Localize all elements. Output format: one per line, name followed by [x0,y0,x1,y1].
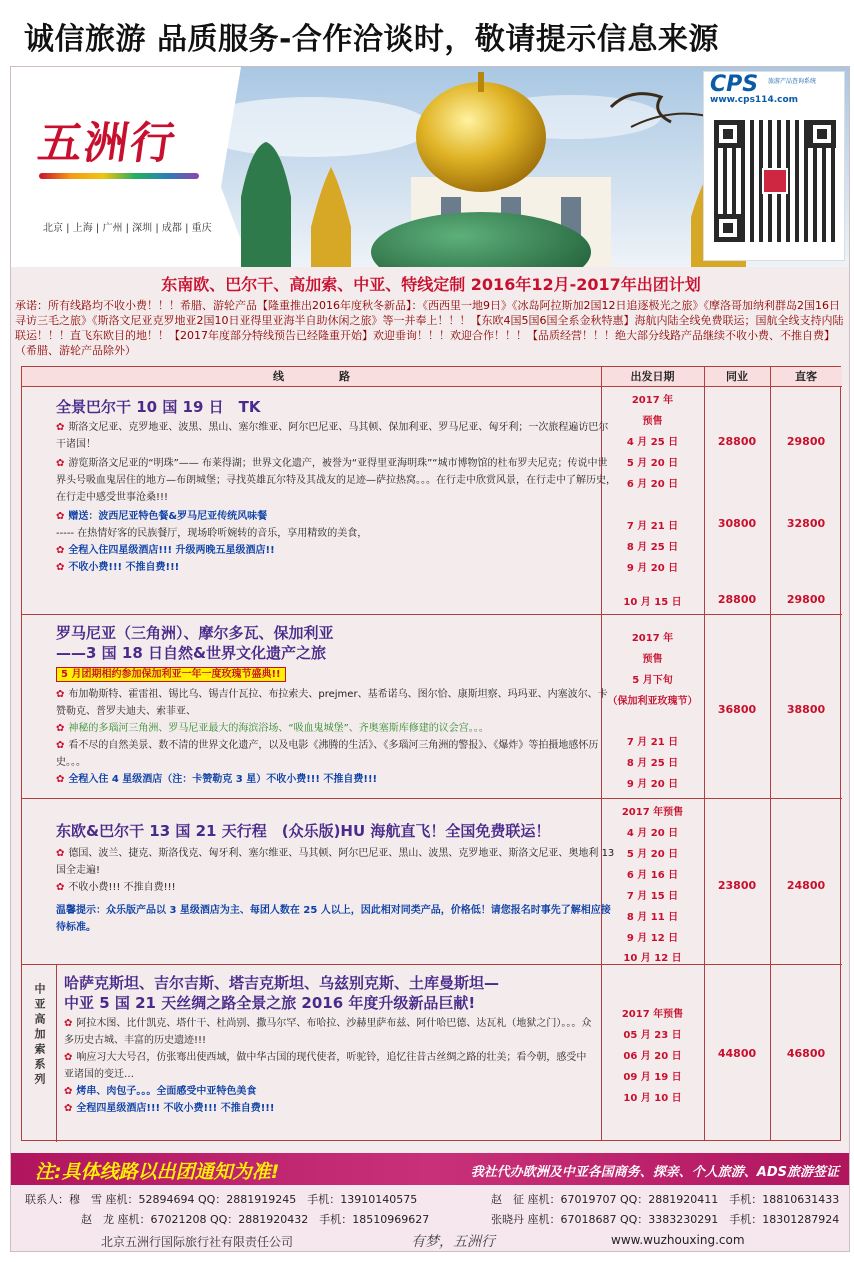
flower-icon: ✿ [56,422,65,433]
table-row[interactable] [22,965,842,1142]
date-text: 4 月 20 日 [626,828,679,839]
direct-price: 46800 [786,1047,826,1060]
qr-code-icon[interactable] [714,120,836,242]
header-date: 出发日期 [601,367,704,387]
contact-line: 赵 龙 座机：67021208 QQ：2881920432 手机：18510969627 [81,1213,430,1226]
date-text: （保加利亚玫瑰节） [607,696,698,707]
date-text: 预售 [642,654,663,665]
date-text: 7 月 21 日 [626,737,679,748]
flower-icon: ✿ [56,774,65,785]
date-text: 8 月 25 日 [626,542,679,553]
highlight-badge: 5 月团期相约参加保加利亚一年一度玫瑰节盛典!! [56,667,286,682]
peer-price: 28800 [717,435,757,448]
warm-tip: 温馨提示：众乐版产品以 3 星级酒店为主、每团人数在 25 人以上，因此相对同类产品，价格低！请您报名时事先了解相应接待标准。 [56,905,611,933]
date-text: 2017 年预售 [621,1009,684,1020]
route-line: 阿拉木图、比什凯克、塔什干、杜尚别、撒马尔罕、布哈拉、沙赫里萨布兹、阿什哈巴德、达瓦札（地狱之门）。。。众多历史古城、丰富的历史遗迹!!! [64,1018,592,1046]
cps-subtitle: 旅游产品查询系统 [768,78,817,85]
footer-note: 注:具体线路以出团通知为准! [35,1161,280,1183]
route-line: 游览斯洛文尼亚的“明珠”—— 布莱得湖；世界文化遗产，被誉为“亚得里亚海明珠”“城市博物馆的杜布罗夫尼克；传说中世界头号吸血鬼居住的地方—布朗城堡；寻找英雄瓦尔特及其战友的足迹—萨拉热窝。。。在行走中欣赏风景，在行走中了解历史，在行走中感受世事沧桑!!! [56,458,616,503]
date-text: 7 月 15 日 [626,891,679,902]
date-text: 8 月 25 日 [626,758,679,769]
route-line: 全程四星级酒店!!! 不收小费!!! 不推自费!!! [76,1103,275,1114]
direct-price: 29800 [786,593,826,606]
flower-icon: ✿ [56,545,65,556]
route-line: 烤串、肉包子。。。全面感受中亚特色美食 [76,1086,257,1097]
date-text: 6 月 20 日 [626,479,679,490]
direct-price: 29800 [786,435,826,448]
contact-line: 张晓丹 座机：67018687 QQ：3383230291 手机：18301287924 [491,1213,840,1226]
footer [11,1153,850,1252]
visa-services: 我社代办欧洲及中亚各国商务、探亲、个人旅游、ADS旅游签证 [470,1165,839,1180]
wuzhouxing-logo [34,107,229,257]
direct-price: 24800 [786,879,826,892]
route-line: 神秘的多瑙河三角洲、罗马尼亚最大的海滨浴场、“吸血鬼城堡”、齐奥塞斯库修建的议会宫。。。 [68,723,489,734]
date-text: 5 月 20 日 [626,458,679,469]
date-text: 10 月 12 日 [623,953,682,964]
route-line: 全程入住四星级酒店!!! 升级两晚五星级酒店!! [68,545,275,556]
direct-price: 32800 [786,517,826,530]
header-peer: 同业 [704,367,770,387]
route-line: 德国、波兰、捷克、斯洛伐克、匈牙利、塞尔维亚、马其顿、阿尔巴尼亚、黑山、波黑、克罗地亚、斯洛文尼亚、奥地利 13 国全走遍! [56,848,615,876]
flower-icon: ✿ [56,511,65,522]
hero-image [11,67,850,267]
promise-text: 承诺：所有线路均不收小费！！！希腊、游轮产品【隆重推出2016年度秋冬新品】：《西西里一地9日》《冰岛阿拉斯加2国12日追逐极光之旅》《摩洛哥加纳利群岛2国16日寻访三毛之旅》《斯洛文尼亚克罗地亚2国10日亚得里亚海半自助休闲之旅》等一并奉上！！！【东欧4国5国6国全系金秋特惠】海航内陆全线免费联运；国航全线支持内陆联运！！！直飞东欧目的地！！【2017年度部分特线预告已经隆重开始】欢迎垂询！！！欢迎合作！！！【品质经营！！！绝大部分线路产品继续不收小费、不推自费】（希腊、游轮产品除外） [15,299,844,357]
route-line: 全程入住 4 星级酒店（注：卡赞勒克 3 星）不收小费!!! 不推自费!!! [68,774,378,785]
flower-icon: ✿ [56,740,65,751]
slogan: 有梦，五洲行 [411,1234,495,1250]
date-cell [601,799,704,965]
divider [56,965,57,1142]
flower-icon: ✿ [56,562,65,573]
date-text: 9 月 12 日 [626,933,679,944]
route-line: 看不尽的自然美景、数不清的世界文化遗产，以及电影《沸腾的生活》、《多瑙河三角洲的警报》、《爆炸》等拍摄地感怀历史。。。 [56,740,599,768]
flower-icon: ✿ [64,1103,73,1114]
route-subtitle: ——3 国 18 日自然&世界文化遗产之旅 [56,644,327,662]
route-line: 不收小费!!! 不推自费!!! [68,562,180,573]
flower-icon: ✿ [56,848,65,859]
date-text: 7 月 21 日 [626,521,679,532]
series-side-label [22,983,56,1088]
route-line: 布加勒斯特、霍雷祖、锡比乌、锡吉什瓦拉、布拉索夫、prejmer、基希诺乌、图尔恰、康斯坦察、玛玛亚、内塞波尔、卡赞勒克、普罗夫迪夫、索菲亚、 [56,689,608,717]
table-row[interactable] [22,615,842,799]
qr-center-logo [762,168,788,194]
header-direct: 直客 [770,367,842,387]
cps-qr-panel[interactable] [703,71,845,261]
flower-icon: ✿ [64,1086,73,1097]
date-cell [601,387,704,615]
date-text: 2017 年 [631,395,674,406]
route-line: ----- 在热情好客的民族餐厅，现场聆听婉转的音乐，享用精致的美食， [56,528,368,539]
flower-icon: ✿ [64,1018,73,1029]
date-text: 2017 年 [631,633,674,644]
logo-rainbow-stripe [39,173,199,179]
qr-eye [714,214,742,242]
date-text: 9 月 20 日 [626,779,679,790]
route-line: 响应习大大号召，仿张骞出使西域，做中华古国的现代使者，听驼铃，追忆往昔古丝绸之路的壮美；看今朝，感受中亚诸国的变迁… [64,1052,587,1080]
route-title: 东欧&巴尔干 13 国 21 天行程 (众乐版)HU 海航直飞！全国免费联运！ [56,822,551,840]
date-text: 09 月 19 日 [623,1072,682,1083]
date-text: 10 月 10 日 [623,1093,682,1104]
itinerary-table [21,366,841,1141]
flower-icon: ✿ [64,1052,73,1063]
date-text: 5 月下旬 [632,675,673,686]
flower-icon: ✿ [56,882,65,893]
header-route: 线 路 [22,367,601,387]
top-banner: 诚信旅游 品质服务-合作洽谈时，敬请提示信息来源 [0,0,854,62]
peer-price: 36800 [717,703,757,716]
date-text: 2017 年预售 [621,807,684,818]
date-text: 预售 [642,416,663,427]
cps-url[interactable]: www.cps114.com [710,95,799,105]
logo-text: 五洲行 [34,118,180,169]
company-name: 北京五洲行国际旅行社有限责任公司 [101,1235,294,1249]
side-label-text: 中亚高加索系列 [33,983,46,1088]
route-title: 全景巴尔干 10 国 19 日 TK [56,398,261,416]
page-headline: 东南欧、巴尔干、高加索、中亚、特线定制 2016年12月-2017年出团计划 [161,275,701,294]
date-text: 6 月 16 日 [626,870,679,881]
peer-price: 23800 [717,879,757,892]
contact-line: 赵 征 座机：67019707 QQ：2881920411 手机：18810631433 [491,1193,840,1206]
flower-icon: ✿ [56,723,65,734]
logo-cities: 北京 | 上海 | 广州 | 深圳 | 成都 | 重庆 [43,223,212,234]
contact-line: 联系人：穆 雪 座机：52894694 QQ：2881919245 手机：13910140575 [25,1193,418,1206]
cps-logo: CPS [710,72,759,97]
date-text: 05 月 23 日 [623,1030,682,1041]
peer-price: 30800 [717,517,757,530]
route-subtitle: 中亚 5 国 21 天丝绸之路全景之旅 2016 年度升级新品巨献! [64,994,476,1012]
flower-icon: ✿ [56,689,65,700]
route-line: 赠送：波西尼亚特色餐&罗马尼亚传统风味餐 [68,511,268,522]
table-row[interactable] [22,799,842,965]
table-row[interactable] [22,387,842,615]
route-title: 哈萨克斯坦、吉尔吉斯、塔吉克斯坦、乌兹别克斯、土库曼斯坦— [64,974,500,992]
peer-price: 28800 [717,593,757,606]
footer-bar [11,1153,850,1185]
date-cell [601,965,704,1142]
qr-eye [714,120,742,148]
route-line: 不收小费!!! 不推自费!!! [68,882,176,893]
date-text: 06 月 20 日 [623,1051,682,1062]
peer-price: 44800 [717,1047,757,1060]
flower-icon: ✿ [56,458,65,469]
date-text: 8 月 11 日 [626,912,679,923]
route-line: 斯洛文尼亚、克罗地亚、波黑、黑山、塞尔维亚、阿尔巴尼亚、马其顿、保加利亚、罗马尼亚、匈牙利；一次旅程遍访巴尔干诸国！ [56,422,609,450]
website-link[interactable]: www.wuzhouxing.com [611,1233,745,1247]
date-cell [601,615,704,799]
date-text: 4 月 25 日 [626,437,679,448]
date-text: 5 月 20 日 [626,849,679,860]
date-text: 10 月 15 日 [623,597,682,608]
direct-price: 38800 [786,703,826,716]
date-text: 9 月 20 日 [626,563,679,574]
qr-eye [808,120,836,148]
route-title: 罗马尼亚（三角洲）、摩尔多瓦、保加利亚 [56,624,334,642]
flyer-sheet [10,66,850,1252]
